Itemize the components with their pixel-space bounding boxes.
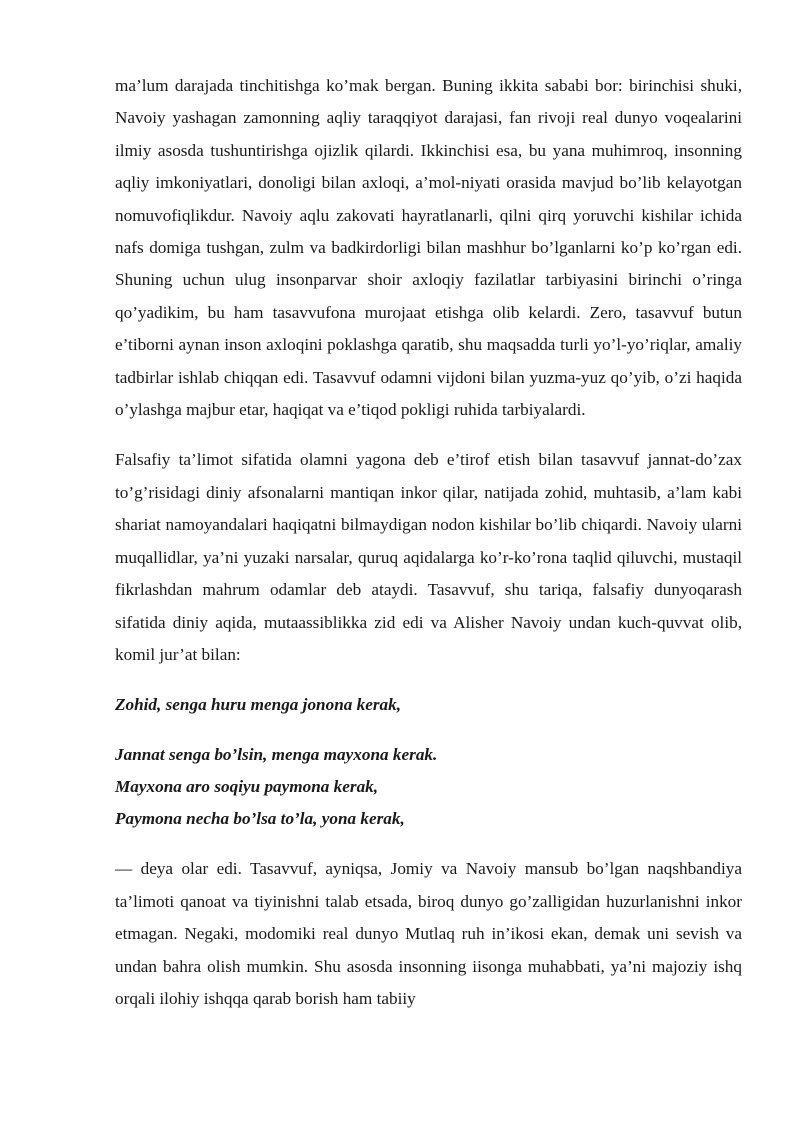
poem-line-2: Jannat senga bo’lsin, menga mayxona kerak. [115, 745, 438, 765]
document-page [115, 70, 742, 1015]
poem-stanza [115, 739, 742, 835]
poem-line-1: Zohid, senga huru menga jonona kerak, [115, 695, 402, 715]
poem-line-3: Mayxona aro soqiyu paymona kerak, [115, 777, 379, 797]
poem-line-4: Paymona necha bo’lsa to’la, yona kerak, [115, 809, 405, 829]
paragraph-3: — deya olar edi. Tasavvuf, ayniqsa, Jomiy va Navoiy mansub bo’lgan naqshbandiya ta’limoti qanoat va tiyinishni talab etsada, biroq dunyo go’zalligidan huzurlanishni inkor etmagan. Negaki, modomiki real dunyo Mutlaq ruh in’ikosi ekan, demak uni sevish va undan bahra olish mumkin. Shu asosda insonning iisonga muhabbati, ya’ni majoziy ishq orqali ilohiy ishqqa qarab borish ham tabiiy [115, 859, 742, 1008]
paragraph-1: ma’lum darajada tinchitishga ko’mak bergan. Buning ikkita sababi bor: birinchisi shuki, Navoiy yashagan zamonning aqliy taraqqiyot darajasi, fan rivoji real dunyo voqealarini ilmiy asosda tushuntirishga ojizlik qilardi. Ikkinchisi esa, bu yana muhimroq, insonning aqliy imkoniyatlari, donoligi bilan axloqi, a’mol-niyati orasida mavjud bo’lib kelayotgan nomuvofiqlikdur. Navoiy aqlu zakovati hayratlanarli, qilni qirq yoruvchi kishilar ichida nafs domiga tushgan, zulm va badkirdorligi bilan mashhur bo’lganlarni ko’p ko’rgan edi. Shuning uchun ulug insonparvar shoir axloqiy fazilatlar tarbiyasini birinchi o’ringa qo’yadikim, bu ham tasavvufona murojaat etishga olib kelardi. Zero, tasavvuf butun e’tiborni aynan inson axloqini poklashga qaratib, shu maqsadda turli yo’l-yo’riqlar, amaliy tadbirlar ishlab chiqqan edi. Tasavvuf odamni vijdoni bilan yuzma-yuz qo’yib, o’zi haqida o’ylashga majbur etar, haqiqat va e’tiqod pokligi ruhida tarbiyalardi. [115, 76, 742, 420]
paragraph-2: Falsafiy ta’limot sifatida olamni yagona deb e’tirof etish bilan tasavvuf jannat-do’zax to’g’risidagi diniy afsonalarni mantiqan inkor qilar, natijada zohid, muhtasib, a’lam kabi shariat namoyandalari haqiqatni bilmaydigan nodon kishilar bo’lib chiqardi. Navoiy ularni muqallidlar, ya’ni yuzaki narsalar, quruq aqidalarga ko’r-ko’rona taqlid qiluvchi, mustaqil fikrlashdan mahrum odamlar deb ataydi. Tasavvuf, shu tariqa, falsafiy dunyoqarash sifatida diniy aqida, mutaassiblikka zid edi va Alisher Navoiy undan kuch-quvvat olib, komil jur’at bilan: [115, 450, 742, 664]
